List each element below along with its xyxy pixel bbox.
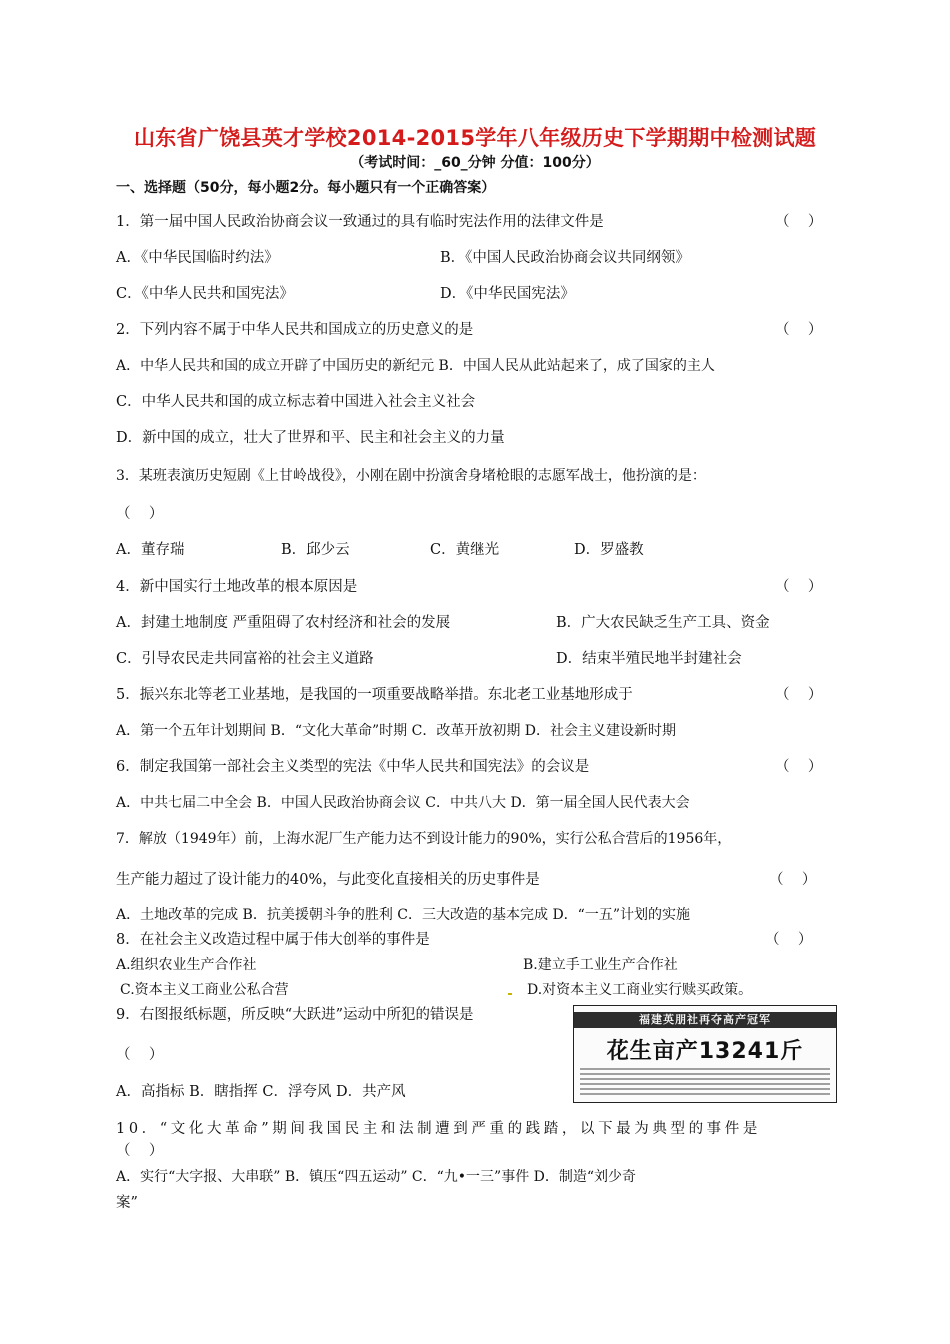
question-5-answer-blank: （ ） [775, 687, 823, 703]
question-7-stem-continued: 生产能力超过了设计能力的40%，与此变化直接相关的历史事件是 [116, 872, 540, 888]
question-7-options: A．土地改革的完成 B．抗美援朝斗争的胜利 C．三大改造的基本完成 D．“一五”计划的实施 [116, 907, 690, 923]
question-8-option-b: B.建立手工业生产合作社 [523, 957, 678, 973]
question-4-stem: 4．新中国实行土地改革的根本原因是 [116, 579, 358, 595]
question-1-option-c: C．《中华人民共和国宪法》 [116, 286, 294, 302]
newspaper-body-text [580, 1068, 830, 1098]
question-2-option-c: C．中华人民共和国的成立标志着中国进入社会主义社会 [116, 394, 476, 410]
question-4-answer-blank: （ ） [775, 579, 823, 595]
stray-mark [508, 993, 512, 995]
question-8-stem: 8．在社会主义改造过程中属于伟大创举的事件是 [116, 932, 430, 948]
question-9-answer-blank: （ ） [116, 1047, 164, 1063]
question-6-stem: 6．制定我国第一部社会主义类型的宪法《中华人民共和国宪法》的会议是 [116, 759, 590, 775]
question-5-stem: 5．振兴东北等老工业基地，是我国的一项重要战略举措。东北老工业基地形成于 [116, 687, 633, 703]
question-10-options-continued: 案” [116, 1195, 138, 1211]
section-heading: 一、选择题（50分，每小题2分。每小题只有一个正确答案） [116, 180, 496, 196]
question-3-stem: 3．某班表演历史短剧《上甘岭战役》，小刚在剧中扮演舍身堵枪眼的志愿军战士，他扮演的是： [116, 468, 706, 484]
question-9-stem: 9．右图报纸标题，所反映“大跃进”运动中所犯的错误是 [116, 1007, 474, 1023]
newspaper-subheadline: 福建英朋社再夺高产冠军 [574, 1012, 836, 1028]
question-4-option-a: A．封建土地制度 严重阻碍了农村经济和社会的发展 [116, 615, 451, 631]
question-5-options: A．第一个五年计划期间 B．“文化大革命”时期 C．改革开放初期 D．社会主义建设新时期 [116, 723, 676, 739]
question-10-answer-blank: （ ） [116, 1143, 164, 1159]
question-8-option-c: C.资本主义工商业公私合营 [120, 982, 289, 998]
question-4-option-b: B．广大农民缺乏生产工具、资金 [556, 615, 770, 631]
question-6-options: A．中共七届二中全会 B．中国人民政治协商会议 C．中共八大 D．第一届全国人民代表大会 [116, 795, 690, 811]
question-4-option-c: C．引导农民走共同富裕的社会主义道路 [116, 651, 374, 667]
question-3-answer-blank: （ ） [116, 506, 164, 522]
question-3-option-c: C．黄继光 [430, 542, 500, 558]
question-7-answer-blank: （ ） [769, 872, 817, 888]
question-2-options-ab: A．中华人民共和国的成立开辟了中国历史的新纪元 B．中国人民从此站起来了，成了国家的主人 [116, 358, 715, 374]
question-3-option-d: D．罗盛教 [574, 542, 644, 558]
question-8-answer-blank: （ ） [765, 932, 813, 948]
newspaper-headline: 花生亩产13241斤 [606, 1039, 804, 1064]
question-2-stem: 2．下列内容不属于中华人民共和国成立的历史意义的是 [116, 322, 474, 338]
question-1-option-b: B．《中国人民政治协商会议共同纲领》 [440, 250, 690, 266]
question-4-option-d: D．结束半殖民地半封建社会 [556, 651, 742, 667]
question-1-answer-blank: （ ） [775, 214, 823, 230]
newspaper-headline-image [573, 1005, 837, 1103]
question-8-option-d: D.对资本主义工商业实行赎买政策。 [527, 982, 753, 998]
question-1-option-a: A．《中华民国临时约法》 [116, 250, 279, 266]
question-3-option-a: A．董存瑞 [116, 542, 185, 558]
question-2-option-d: D．新中国的成立，壮大了世界和平、民主和社会主义的力量 [116, 430, 505, 446]
question-6-answer-blank: （ ） [775, 759, 823, 775]
question-8-option-a: A.组织农业生产合作社 [116, 957, 257, 973]
question-1-option-d: D．《中华民国宪法》 [440, 286, 575, 302]
exam-subtitle: （考试时间：_60_分钟 分值：100分） [350, 155, 600, 171]
question-10-stem: 10．“文化大革命”期间我国民主和法制遭到严重的践踏，以下最为典型的事件是 [116, 1121, 761, 1137]
question-2-answer-blank: （ ） [775, 322, 823, 338]
question-1-stem: 1．第一届中国人民政治协商会议一致通过的具有临时宪法作用的法律文件是 [116, 214, 604, 230]
question-9-options: A．高指标 B．瞎指挥 C．浮夸风 D．共产风 [116, 1084, 406, 1100]
question-7-stem: 7．解放（1949年）前，上海水泥厂生产能力达不到设计能力的90%，实行公私合营后的1956年， [116, 831, 732, 847]
question-3-option-b: B．邱少云 [281, 542, 350, 558]
exam-title: 山东省广饶县英才学校2014-2015学年八年级历史下学期期中检测试题 [133, 126, 817, 150]
question-10-options: A．实行“大字报、大串联” B．镇压“四五运动” C．“九•一三”事件 D．制造“刘少奇 [116, 1169, 637, 1185]
